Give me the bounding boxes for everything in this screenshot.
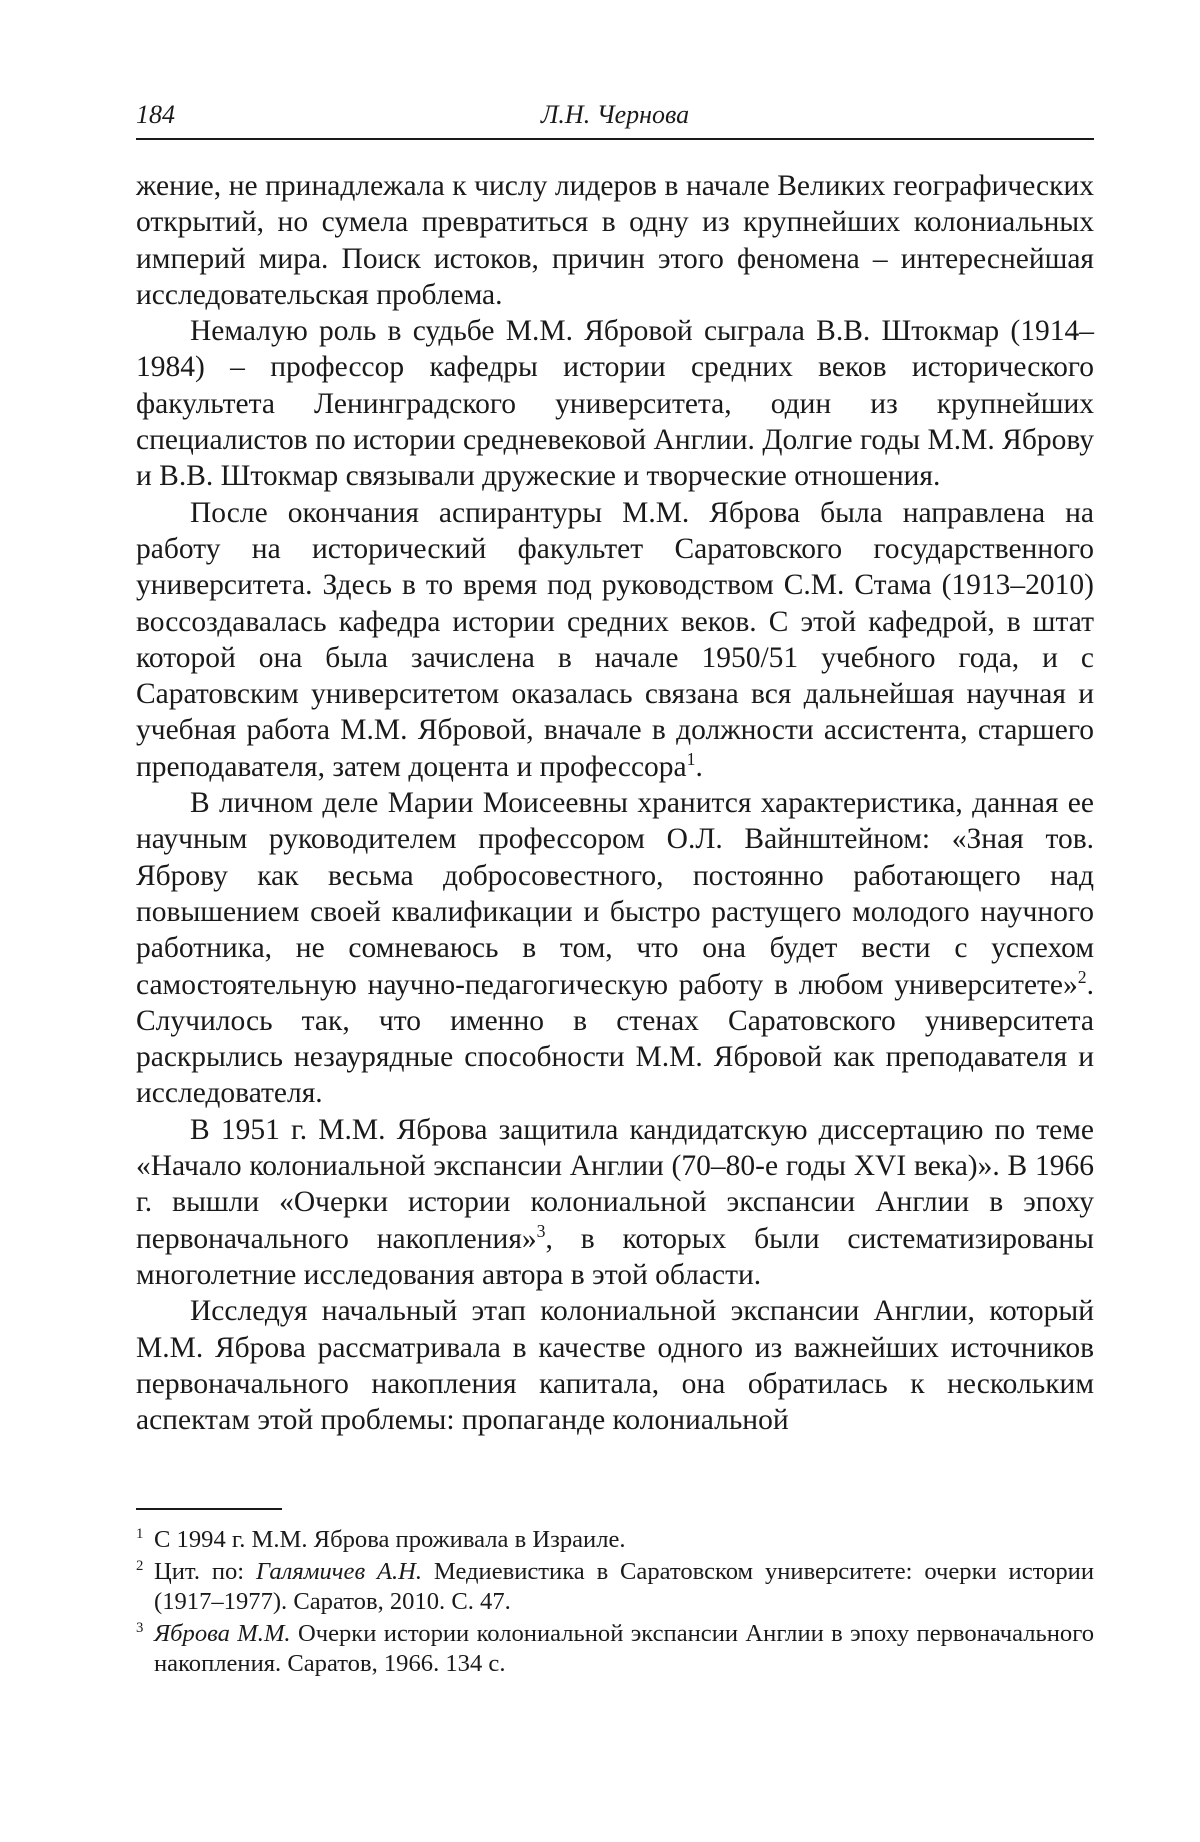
running-title: Л.Н. Чернова <box>540 100 690 129</box>
footnote-ref-3: 3 <box>536 1220 546 1241</box>
footnote-2-text: Медиевистика в Саратовском университете: очерки истории (1917–1977). Саратов, 2010. С. 47. <box>154 1558 1094 1615</box>
footnote-divider <box>136 1508 282 1510</box>
paragraph-5-text: В 1951 г. М.М. Яброва защитила кандидатскую диссертацию по теме «Начало колониальной экспансии Англии (70–80-е годы XVI века)». В 1966 г. вышли «Очерки истории колониальной экспансии Англии в эпоху первоначального накопления» <box>136 1113 1094 1255</box>
paragraph-4-end: . Случилось так, что именно в стенах Саратовского университета раскрылись незаурядные способности М.М. Ябровой как преподавателя и исследователя. <box>136 968 1094 1110</box>
footnotes <box>136 1525 1094 1681</box>
paragraph-2-text: Немалую роль в судьбе М.М. Ябровой сыграла В.В. Штокмар (1914–1984) – профессор кафедры истории средних веков исторического факультета Ленинградского университета, один из крупнейших специалистов по истории средневековой Англии. Долгие годы М.М. Яброву и В.В. Штокмар связывали дружеские и творческие отношения. <box>136 315 1094 493</box>
footnote-1: $^1$ С 1994 г. М.М. Яброва проживала в Израиле. <box>136 1525 626 1553</box>
paragraph-4 <box>136 785 1094 1112</box>
footnote-3: $^3$ Яброва М.М. Очерки истории колониальной экспансии Англии в эпоху первоначального накопления. Саратов, 1966. 134 с. <box>136 1619 1094 1677</box>
main-text <box>136 168 1094 1438</box>
paragraph-3-end: . <box>695 750 703 783</box>
footnote-ref-1: 1 <box>686 748 696 769</box>
paragraph-3-text: После окончания аспирантуры М.М. Яброва была направлена на работу на исторический факультет Саратовского государственного университета. Здесь в то время под руководством С.М. Стама (1913–2010) воссоздавалась кафедра истории средних веков. С этой кафедрой, в штат которой она была зачислена в начале 1950/51 учебного года, и с Саратовским университетом оказалась связана вся дальнейшая научная и учебная работа М.М. Ябровой, вначале в должности ассистента, старшего преподавателя, затем доцента и профессора <box>136 496 1094 783</box>
paragraph-6-text: Исследуя начальный этап колониальной экспансии Англии, который М.М. Яброва рассматривала в качестве одного из важнейших источников первоначального накопления капитала, она обратилась к нескольким аспектам этой проблемы: пропаганде колониальной <box>136 1295 1094 1437</box>
footnote-2-author: Галямичев А.Н. <box>255 1558 423 1585</box>
footnote-2: $^2$ Цит. по: Галямичев А.Н. Медиевистика в Саратовском университете: очерки истории (1917–1977). Саратов, 2010. С. 47. <box>136 1557 1094 1615</box>
footnote-3-author: Яброва М.М. <box>154 1620 291 1647</box>
paragraph-5-end: , в которых были систематизированы многолетние исследования автора в этой области. <box>136 1222 1094 1291</box>
paragraph-4-text: В личном деле Марии Моисеевны хранится характеристика, данная ее научным руководителем профессором О.Л. Вайнштейном: «Зная тов. Яброву как весьма добросовестного, постоянно работающего над повышением своей квалификации и быстро растущего молодого научного работника, не сомневаюсь в том, что она будет вести с успехом самостоятельную научно-педагогическую работу в любом университете» <box>136 787 1094 1001</box>
paragraph-3 <box>136 495 1094 785</box>
paragraph-1 <box>136 168 1094 313</box>
footnote-ref-2: 2 <box>1077 966 1087 987</box>
page-header <box>136 96 1094 140</box>
paragraph-5 <box>136 1112 1094 1293</box>
footnote-1-text: С 1994 г. М.М. Яброва проживала в Израиле. <box>154 1526 626 1553</box>
footnote-2-prefix: Цит. по: <box>154 1558 256 1585</box>
paragraph-1-text: жение, не принадлежала к числу лидеров в начале Великих географических открытий, но сумела превратиться в одну из крупнейших колониальных империй мира. Поиск истоков, причин этого феномена – интереснейшая исследовательская проблема. <box>136 170 1094 311</box>
footnote-3-text: Очерки истории колониальной экспансии Англии в эпоху первоначального накопления. Саратов, 1966. 134 с. <box>154 1620 1094 1677</box>
paragraph-6 <box>136 1293 1094 1438</box>
paragraph-2 <box>136 313 1094 494</box>
page-number: 184 <box>136 100 175 129</box>
